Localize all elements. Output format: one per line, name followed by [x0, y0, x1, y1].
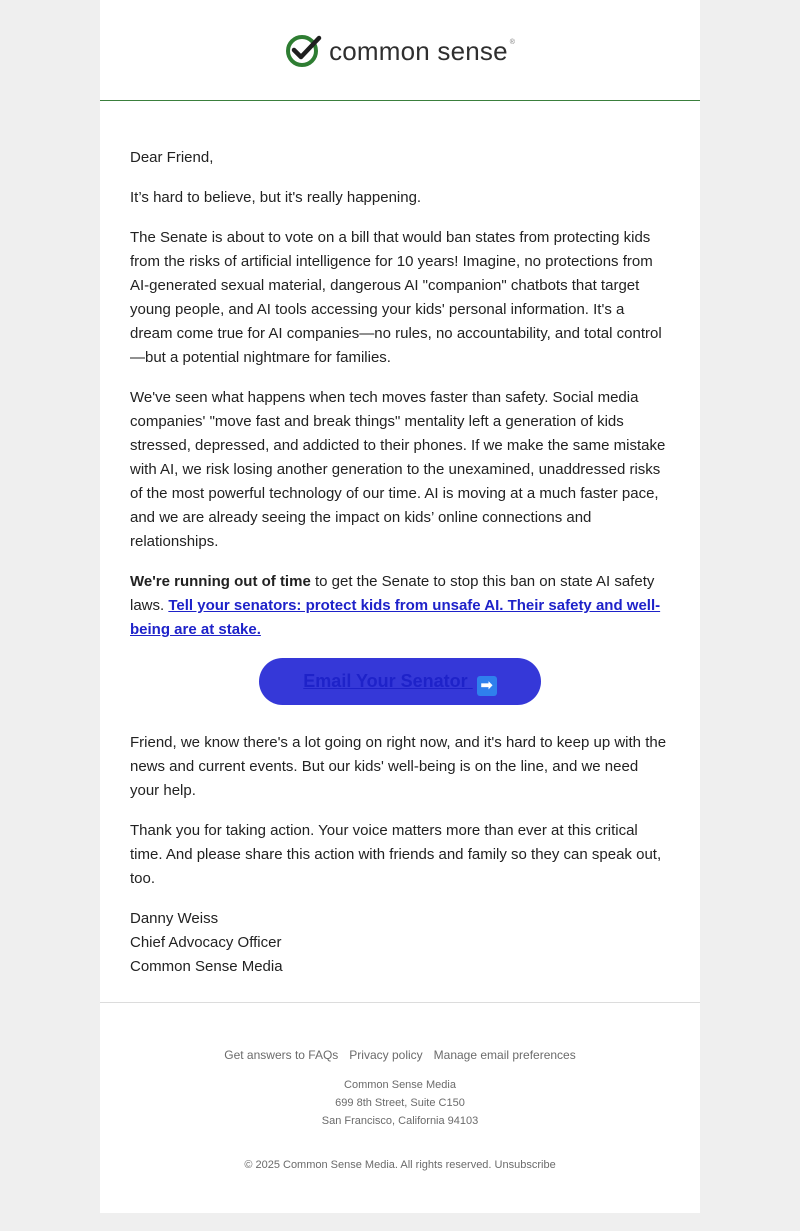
- copyright-text: © 2025 Common Sense Media. All rights reserved.: [244, 1159, 492, 1171]
- logo-text: common sense: [329, 35, 508, 66]
- email-container: [100, 0, 700, 1213]
- footer-divider: [100, 1002, 700, 1003]
- greeting: Dear Friend,: [130, 149, 214, 166]
- faq-link[interactable]: Get answers to FAQs: [224, 1048, 339, 1062]
- email-senator-button[interactable]: [259, 658, 540, 705]
- footer-links: [100, 1048, 700, 1062]
- privacy-policy-link[interactable]: Privacy policy: [349, 1048, 423, 1062]
- address-street: 699 8th Street, Suite C150: [335, 1097, 465, 1109]
- email-senator-button-label: Email Your Senator: [303, 671, 468, 691]
- unsubscribe-link[interactable]: Unsubscribe: [494, 1159, 556, 1171]
- copyright-line: [100, 1159, 700, 1171]
- checkmark-icon: [285, 33, 323, 69]
- signature: [130, 907, 670, 979]
- urgent-paragraph: [130, 570, 670, 642]
- body-paragraph-2: We've seen what happens when tech moves faster than safety. Social media companies' "move fast and break things" mentality left a generation of kids stressed, depressed, and addicted to their phones. If we make the same mistake with AI, we risk losing another generation to the unexamined, unaddressed risks of the most powerful technology of our time. AI is moving at a much faster pace, and we are already seeing the impact on kids’ online connections and relationships.: [130, 389, 666, 550]
- cta-wrapper: [130, 658, 670, 705]
- email-body: [100, 101, 700, 979]
- body-paragraph-3: Friend, we know there's a lot going on right now, and it's hard to keep up with the news and current events. But our kids' well-being is on the line, and we need your help.: [130, 734, 667, 799]
- tell-senators-link[interactable]: Tell your senators: protect kids from unsafe AI. Their safety and well-being are at stake.: [130, 597, 661, 638]
- intro-paragraph: It’s hard to believe, but it's really happening.: [130, 189, 422, 206]
- common-sense-logo[interactable]: [285, 33, 515, 69]
- urgent-text: to get the Senate to stop this ban on state AI safety laws.: [130, 573, 655, 614]
- address-city: San Francisco, California 94103: [321, 1115, 479, 1127]
- logo-registered-mark: ®: [509, 39, 515, 46]
- email-footer: [100, 1048, 700, 1171]
- footer-address: [100, 1076, 700, 1130]
- body-paragraph-1: The Senate is about to vote on a bill that would ban states from protecting kids from the risks of artificial intelligence for 10 years! Imagine, no protections from AI-generated sexual material, dangerous AI "companion" chatbots that target young people, and AI tools accessing your kids' personal information. It's a dream come true for AI companies—no rules, no accountability, and total control—but a potential nightmare for families.: [130, 229, 662, 366]
- right-arrow-icon: ➡: [477, 676, 497, 696]
- body-paragraph-4: Thank you for taking action. Your voice matters more than ever at this critical time. And please share this action with friends and family so they can speak out, too.: [130, 822, 662, 887]
- signature-title: Chief Advocacy Officer: [130, 934, 282, 951]
- email-header: [100, 0, 700, 101]
- signature-org: Common Sense Media: [130, 958, 283, 975]
- urgent-bold-text: We're running out of time: [130, 573, 311, 590]
- address-org: Common Sense Media: [344, 1079, 456, 1091]
- signature-name: Danny Weiss: [130, 910, 219, 927]
- manage-preferences-link[interactable]: Manage email preferences: [433, 1048, 576, 1062]
